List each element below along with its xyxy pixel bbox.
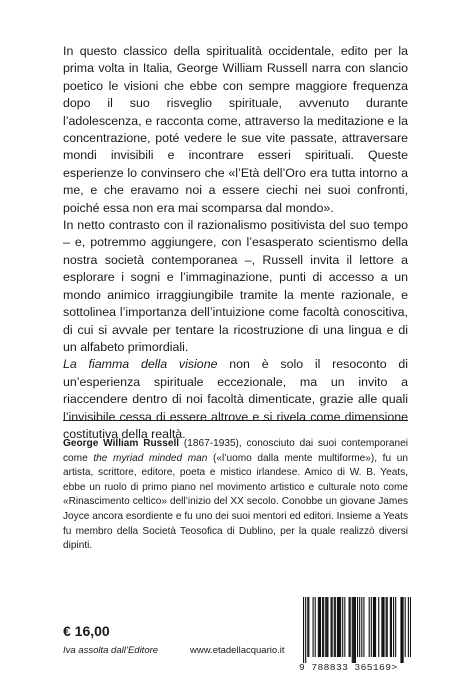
barcode-bar bbox=[354, 597, 355, 663]
author-bio bbox=[63, 437, 408, 554]
barcode-bar bbox=[339, 597, 340, 657]
barcode-bar bbox=[338, 597, 339, 657]
barcode-bar bbox=[305, 597, 306, 663]
barcode-bar bbox=[395, 597, 396, 657]
barcode-bar bbox=[378, 597, 379, 657]
blurb-text-1: In questo classico della spiritualità occidentale, edito per la prima volta in Italia, George William Russell narra con slancio poetico le visioni che ebbe con sempre maggiore frequenza dopo il suo risveglio spirituale, avvenuto durante l’adolescenza, e racconta come, attraverso la meditazione e la concentrazione, poté vedere le sue vite passate, attraversare mondi invisibili e incontrare esseri spirituali. Queste esperienze lo convinsero che «l’Età dell’Oro era tutta intorno a me, e che eravamo noi a essere ciechi nei suoi confronti, poiché essa non era mai scomparsa dal mondo». bbox=[63, 44, 408, 215]
barcode-bar bbox=[337, 597, 338, 657]
barcode-bar bbox=[410, 597, 411, 657]
bio-text-1: (1867-1935), conosciuto dai suoi contemporanei come bbox=[63, 438, 408, 464]
barcode-bar bbox=[325, 597, 326, 657]
barcode-bar bbox=[400, 597, 401, 663]
barcode-bar bbox=[349, 597, 350, 657]
barcode-bar bbox=[352, 597, 353, 663]
barcode-bar bbox=[350, 597, 351, 657]
barcode-bar bbox=[327, 597, 328, 657]
barcode-bar bbox=[374, 597, 375, 657]
barcode-bar bbox=[386, 597, 387, 657]
blurb-paragraph-1 bbox=[63, 43, 408, 217]
barcode-bar bbox=[408, 597, 409, 657]
barcode-bar bbox=[332, 597, 333, 657]
barcode-bar bbox=[390, 597, 391, 657]
barcode-bar bbox=[361, 597, 362, 657]
barcode-bar bbox=[382, 597, 383, 657]
bio-text-2: («l’uomo dalla mente multiforme»), fu un artista, scrittore, editore, poeta e mistico irlandese. Amico di W. B. Yeats, ebbe un ruolo di primo piano nel movimento artistico e culturale noto come «Rinascimento celtico» dell’inizio del XX secolo. Conobbe un giovane James Joyce ancora esordiente e fu uno dei suoi mentori ed editori. Insieme a Yeats fu membro della Società Teosofica di Dublino, per la quale realizzò diversi dipinti. bbox=[63, 452, 408, 552]
barcode-bar bbox=[319, 597, 320, 657]
barcode-bar bbox=[322, 597, 323, 657]
publisher-website: www.etadellacquario.it bbox=[190, 645, 285, 656]
section-divider bbox=[63, 420, 408, 421]
book-title-italic: La fiamma della visione bbox=[63, 357, 218, 372]
barcode-bar bbox=[363, 597, 364, 657]
isbn-quiet-zone-mark: > bbox=[391, 662, 398, 673]
barcode-bar bbox=[344, 597, 345, 657]
barcode-bar bbox=[326, 597, 327, 657]
barcode-bar bbox=[375, 597, 376, 657]
barcode-bar bbox=[334, 597, 335, 657]
isbn-barcode bbox=[303, 597, 411, 663]
isbn-digits: 9 788833 365169 bbox=[299, 662, 392, 673]
barcode-bar bbox=[383, 597, 384, 657]
barcode-bar bbox=[393, 597, 394, 657]
barcode-bar bbox=[315, 597, 316, 657]
barcode-bar bbox=[308, 597, 309, 657]
barcode-bar bbox=[303, 597, 304, 663]
barcode-bar bbox=[401, 597, 402, 663]
barcode-bar bbox=[357, 597, 358, 657]
barcode-bar bbox=[318, 597, 319, 657]
barcode-bar bbox=[323, 597, 324, 657]
isbn-number bbox=[299, 662, 417, 673]
barcode-bar bbox=[331, 597, 332, 657]
barcode-bar bbox=[373, 597, 374, 657]
barcode-bar bbox=[387, 597, 388, 657]
barcode-bar bbox=[313, 597, 314, 657]
blurb-text-3: non è solo il resoconto di un’esperienza spirituale eccezionale, ma un invito a riaccendere dentro di noi facoltà dimenticate, grazie alle quali l’invisibile cessa di essere altrove e si rivela come dimensione costitutiva della realtà. bbox=[63, 357, 408, 441]
barcode-bar bbox=[405, 597, 406, 657]
barcode-bar bbox=[340, 597, 341, 657]
barcode-bar bbox=[381, 597, 382, 657]
barcode-bar bbox=[342, 597, 343, 657]
author-epithet: the myriad minded man bbox=[93, 452, 208, 464]
blurb-paragraph-3 bbox=[63, 356, 408, 443]
blurb-text-2: In netto contrasto con il razionalismo positivista del suo tempo – e, potremmo aggiungere, con l’esasperato scientismo della nostra società contemporanea –, Russell invita il lettore a esplorare i sogni e l’immaginazione, punti di accesso a un mondo animico irraggiungibile tramite la mente razionale, e sottolinea l’importanza dell’intuizione come facoltà conoscitiva, di cui si avvale per tentare la ricostruzione di una lingua e di un alfabeto primordiali. bbox=[63, 218, 408, 354]
vat-note: Iva assolta dall’Editore bbox=[63, 645, 159, 656]
barcode-bar bbox=[320, 597, 321, 657]
barcode-bar bbox=[391, 597, 392, 657]
barcode-bar bbox=[369, 597, 370, 657]
barcode-bar bbox=[307, 597, 308, 657]
author-name: George William Russell bbox=[63, 438, 180, 449]
barcode-bar bbox=[371, 597, 372, 657]
back-cover-blurb bbox=[63, 43, 408, 443]
barcode-bar bbox=[359, 597, 360, 657]
barcode-bar bbox=[353, 597, 354, 663]
barcode-bar bbox=[355, 597, 356, 663]
blurb-paragraph-2 bbox=[63, 217, 408, 356]
barcode-bar bbox=[403, 597, 404, 663]
barcode-bar bbox=[335, 597, 336, 657]
price: € 16,00 bbox=[63, 623, 110, 639]
